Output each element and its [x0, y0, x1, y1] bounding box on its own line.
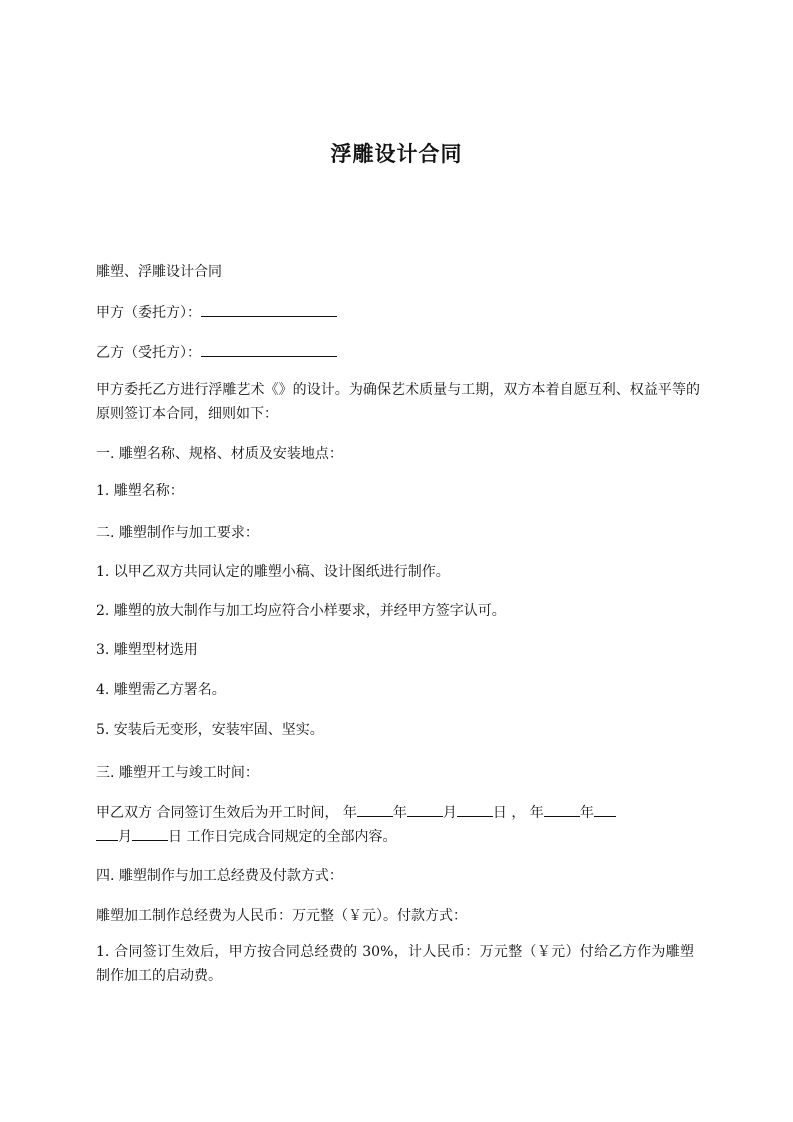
- section-3-text-1: 甲乙双方 合同签订生效后为开工时间， 年: [96, 805, 357, 821]
- blank-year-1: [357, 801, 393, 817]
- blank-year-3: [544, 801, 580, 817]
- section-3-text-5: 年: [579, 805, 594, 821]
- section-4-text: 雕塑加工制作总经费为人民币：万元整（￥元）。付款方式：: [96, 908, 467, 924]
- party-b-blank: [201, 341, 337, 357]
- section-4-heading: 四. 雕塑制作与加工总经费及付款方式：: [96, 868, 343, 884]
- section-2-item-3: 3. 雕塑型材选用: [96, 642, 198, 658]
- party-a-label: 甲方（委托方）：: [96, 305, 201, 321]
- section-3-text-3: 月: [442, 805, 457, 821]
- blank-month-1: [457, 801, 493, 817]
- section-3-text-4: 日 ， 年: [492, 805, 544, 821]
- section-2-item-5: 5. 安装后无变形，安装牢固、坚实。: [96, 722, 324, 738]
- section-3-text-2: 年: [392, 805, 407, 821]
- blank-year-4-end: [96, 825, 118, 841]
- blank-day: [132, 825, 168, 841]
- section-2-heading: 二. 雕塑制作与加工要求：: [96, 525, 259, 541]
- party-a-line: [96, 301, 700, 325]
- blank-year-4-start: [594, 801, 616, 817]
- party-b-label: 乙方（受托方）：: [96, 345, 201, 361]
- party-b-line: [96, 341, 700, 365]
- section-2-item-4: 4. 雕塑需乙方署名。: [96, 682, 226, 698]
- intro-paragraph: 甲方委托乙方进行浮雕艺术《》的设计。为确保艺术质量与工期，双方本着自愿互利、权益平等的原则签订本合同，细则如下：: [96, 382, 700, 422]
- document-subtitle: 雕塑、浮雕设计合同: [96, 264, 222, 280]
- section-3-heading: 三. 雕塑开工与竣工时间：: [96, 765, 259, 781]
- party-a-blank: [201, 301, 337, 317]
- section-2-item-1: 1. 以甲乙双方共同认定的雕塑小稿、设计图纸进行制作。: [96, 564, 450, 580]
- document-title: 浮雕设计合同: [330, 142, 463, 166]
- section-1-item-1: 1. 雕塑名称：: [96, 483, 184, 499]
- section-3-paragraph: [96, 801, 700, 849]
- section-3-text-7: 日 工作日完成合同规定的全部内容。: [168, 829, 397, 845]
- section-2-item-2: 2. 雕塑的放大制作与加工均应符合小样要求，并经甲方签字认可。: [96, 603, 506, 619]
- section-4-item-1: 1. 合同签订生效后，甲方按合同总经费的 30%，计人民币：万元整（￥元）付给乙方作为雕塑制作加工的启动费。: [96, 944, 694, 984]
- section-1-heading: 一. 雕塑名称、规格、材质及安装地点：: [96, 446, 343, 462]
- blank-year-2: [407, 801, 443, 817]
- section-3-text-6: 月: [118, 829, 132, 845]
